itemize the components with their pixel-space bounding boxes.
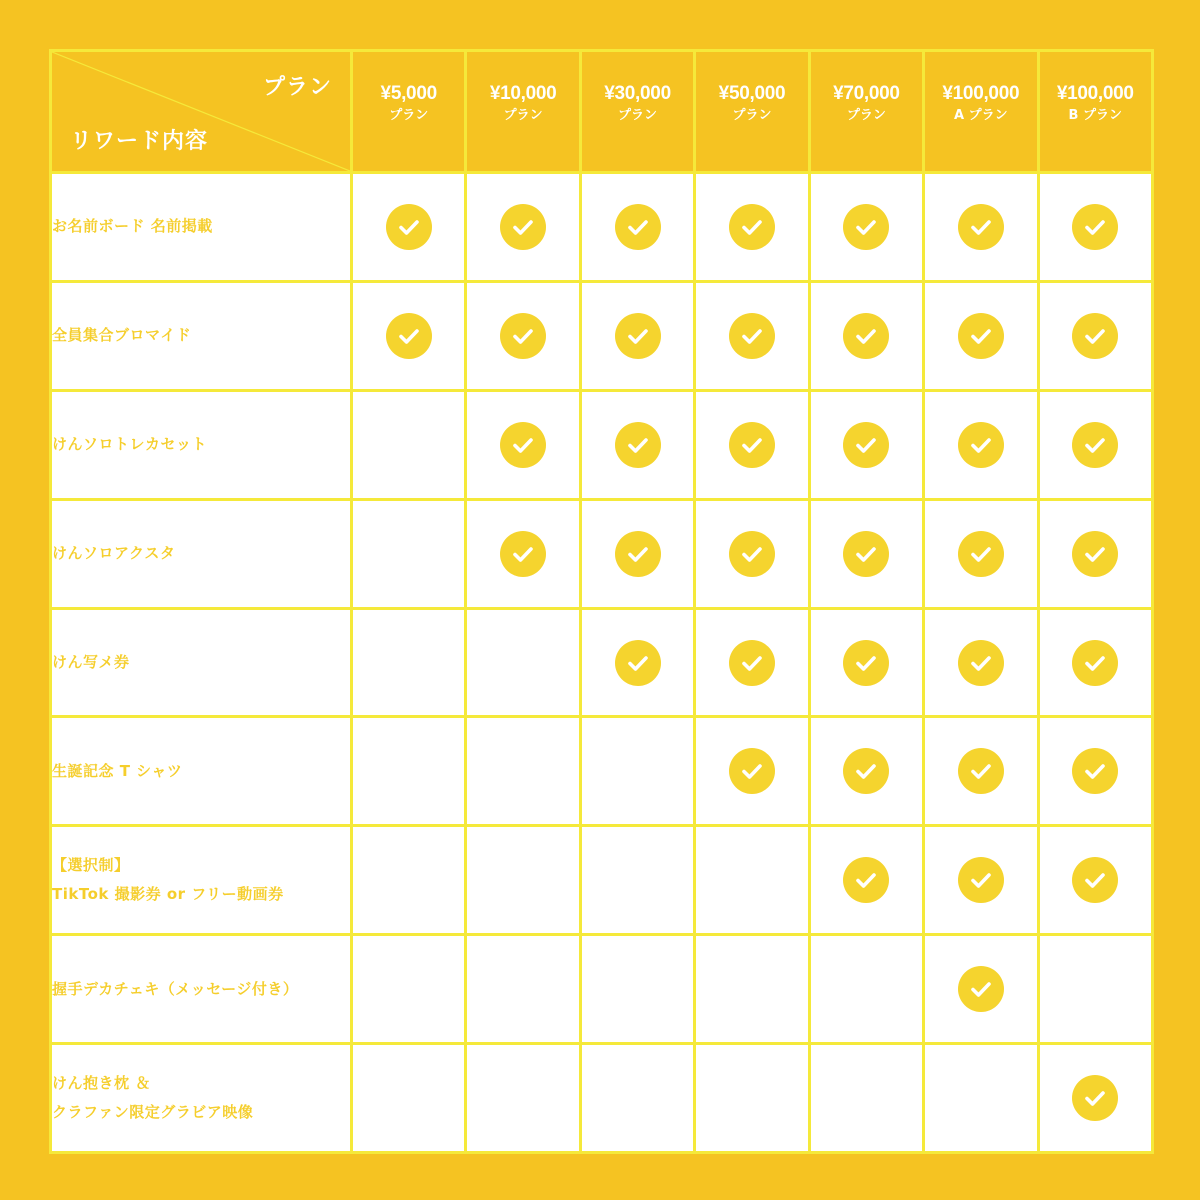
included-cell bbox=[695, 173, 809, 282]
plan-name: プラン bbox=[389, 107, 429, 123]
check-icon bbox=[614, 530, 662, 578]
included-cell bbox=[1038, 390, 1152, 499]
included-cell bbox=[466, 390, 580, 499]
empty-cell bbox=[352, 1044, 466, 1153]
plan-header-cell bbox=[1038, 51, 1152, 173]
check-icon-graphic bbox=[499, 312, 547, 360]
plan-header-cell bbox=[580, 51, 694, 173]
check-icon bbox=[728, 203, 776, 251]
check-icon bbox=[842, 856, 890, 904]
empty-cell bbox=[580, 717, 694, 826]
check-icon bbox=[614, 312, 662, 360]
included-cell bbox=[352, 173, 466, 282]
included-cell bbox=[809, 390, 923, 499]
included-cell bbox=[352, 281, 466, 390]
check-icon-graphic bbox=[728, 421, 776, 469]
included-cell bbox=[1038, 1044, 1152, 1153]
check-icon bbox=[957, 421, 1005, 469]
empty-cell bbox=[352, 717, 466, 826]
check-icon-graphic bbox=[1071, 856, 1119, 904]
included-cell bbox=[1038, 608, 1152, 717]
reward-label-cell bbox=[51, 717, 352, 826]
included-cell bbox=[809, 499, 923, 608]
included-cell bbox=[1038, 499, 1152, 608]
check-icon bbox=[842, 203, 890, 251]
plan-header-cell bbox=[352, 51, 466, 173]
check-icon bbox=[728, 639, 776, 687]
reward-axis-label: リワード内容 bbox=[70, 129, 209, 154]
reward-label-text: 生誕記念 T シャツ bbox=[52, 761, 183, 780]
included-cell bbox=[466, 281, 580, 390]
plan-price: ¥10,000 bbox=[489, 82, 557, 104]
check-icon bbox=[1071, 312, 1119, 360]
corner-header-cell bbox=[51, 51, 352, 173]
included-cell bbox=[1038, 826, 1152, 935]
reward-label-text: 【選択制】 bbox=[52, 856, 130, 875]
check-icon bbox=[385, 312, 433, 360]
empty-cell bbox=[352, 608, 466, 717]
included-cell bbox=[809, 717, 923, 826]
empty-cell bbox=[352, 390, 466, 499]
check-icon-graphic bbox=[957, 421, 1005, 469]
empty-cell bbox=[352, 935, 466, 1044]
check-icon bbox=[728, 530, 776, 578]
table-row bbox=[51, 717, 1153, 826]
check-icon bbox=[614, 421, 662, 469]
included-cell bbox=[924, 717, 1038, 826]
included-cell bbox=[1038, 281, 1152, 390]
check-icon bbox=[614, 639, 662, 687]
reward-label-text: けん抱き枕 ＆ bbox=[52, 1074, 151, 1093]
included-cell bbox=[1038, 173, 1152, 282]
included-cell bbox=[809, 173, 923, 282]
empty-cell bbox=[580, 826, 694, 935]
empty-cell bbox=[352, 499, 466, 608]
check-icon bbox=[957, 312, 1005, 360]
included-cell bbox=[924, 608, 1038, 717]
plan-name: A プラン bbox=[954, 107, 1008, 123]
check-icon-graphic bbox=[842, 312, 890, 360]
check-icon-graphic bbox=[385, 312, 433, 360]
plan-header-cell bbox=[695, 51, 809, 173]
reward-label-cell bbox=[51, 499, 352, 608]
reward-label-text: TikTok 撮影券 or フリー動画券 bbox=[52, 885, 284, 904]
check-icon bbox=[1071, 747, 1119, 795]
included-cell bbox=[924, 281, 1038, 390]
check-icon-graphic bbox=[728, 312, 776, 360]
check-icon-graphic bbox=[614, 203, 662, 251]
included-cell bbox=[695, 281, 809, 390]
check-icon-graphic bbox=[842, 421, 890, 469]
plan-price: ¥100,000 bbox=[1056, 82, 1134, 104]
table-row bbox=[51, 499, 1153, 608]
reward-label-text: 握手デカチェキ（メッセージ付き） bbox=[52, 979, 299, 998]
included-cell bbox=[580, 281, 694, 390]
check-icon-graphic bbox=[1071, 639, 1119, 687]
reward-label-text: けんソロトレカセット bbox=[52, 435, 208, 454]
check-icon-graphic bbox=[614, 421, 662, 469]
table-row bbox=[51, 826, 1153, 935]
check-icon-graphic bbox=[728, 747, 776, 795]
check-icon bbox=[1071, 530, 1119, 578]
reward-label-cell bbox=[51, 608, 352, 717]
check-icon-graphic bbox=[614, 530, 662, 578]
check-icon bbox=[957, 747, 1005, 795]
check-icon bbox=[385, 203, 433, 251]
included-cell bbox=[695, 499, 809, 608]
plan-header-cell bbox=[924, 51, 1038, 173]
check-icon bbox=[1071, 203, 1119, 251]
included-cell bbox=[695, 717, 809, 826]
reward-label-text: けん写メ券 bbox=[52, 653, 130, 671]
check-icon bbox=[842, 312, 890, 360]
included-cell bbox=[809, 826, 923, 935]
reward-label-cell bbox=[51, 173, 352, 282]
empty-cell bbox=[466, 717, 580, 826]
plan-price: ¥70,000 bbox=[833, 82, 900, 104]
included-cell bbox=[809, 281, 923, 390]
check-icon-graphic bbox=[614, 312, 662, 360]
empty-cell bbox=[695, 935, 809, 1044]
plan-price: ¥50,000 bbox=[718, 82, 786, 104]
check-icon-graphic bbox=[957, 856, 1005, 904]
empty-cell bbox=[466, 826, 580, 935]
check-icon-graphic bbox=[957, 530, 1005, 578]
plan-price: ¥100,000 bbox=[942, 82, 1020, 104]
included-cell bbox=[924, 935, 1038, 1044]
table-row bbox=[51, 935, 1153, 1044]
table-row bbox=[51, 173, 1153, 282]
empty-cell bbox=[580, 1044, 694, 1153]
table-row bbox=[51, 608, 1153, 717]
check-icon bbox=[957, 639, 1005, 687]
included-cell bbox=[924, 390, 1038, 499]
check-icon-graphic bbox=[842, 639, 890, 687]
check-icon-graphic bbox=[499, 203, 547, 251]
check-icon-graphic bbox=[842, 203, 890, 251]
plan-name: プラン bbox=[732, 107, 772, 123]
check-icon-graphic bbox=[728, 203, 776, 251]
reward-label-text: けんソロアクスタ bbox=[52, 544, 176, 563]
check-icon bbox=[842, 639, 890, 687]
empty-cell bbox=[924, 1044, 1038, 1153]
check-icon-graphic bbox=[842, 530, 890, 578]
empty-cell bbox=[1038, 935, 1152, 1044]
empty-cell bbox=[466, 935, 580, 1044]
check-icon-graphic bbox=[842, 747, 890, 795]
table-header-row bbox=[51, 51, 1153, 173]
plan-price: ¥5,000 bbox=[380, 82, 437, 104]
check-icon bbox=[499, 530, 547, 578]
check-icon bbox=[728, 747, 776, 795]
check-icon-graphic bbox=[499, 421, 547, 469]
plan-header-cell bbox=[809, 51, 923, 173]
reward-label-cell bbox=[51, 281, 352, 390]
reward-label-cell bbox=[51, 390, 352, 499]
check-icon bbox=[1071, 639, 1119, 687]
check-icon-graphic bbox=[1071, 1074, 1119, 1122]
table-row bbox=[51, 1044, 1153, 1153]
check-icon bbox=[614, 203, 662, 251]
empty-cell bbox=[352, 826, 466, 935]
check-icon bbox=[1071, 1074, 1119, 1122]
reward-label-cell bbox=[51, 1044, 352, 1153]
plan-price: ¥30,000 bbox=[604, 82, 671, 104]
check-icon-graphic bbox=[1071, 530, 1119, 578]
plan-name: プラン bbox=[503, 107, 543, 123]
check-icon-graphic bbox=[614, 639, 662, 687]
empty-cell bbox=[809, 1044, 923, 1153]
check-icon-graphic bbox=[1071, 203, 1119, 251]
check-icon-graphic bbox=[385, 203, 433, 251]
check-icon bbox=[957, 203, 1005, 251]
included-cell bbox=[580, 499, 694, 608]
included-cell bbox=[809, 608, 923, 717]
included-cell bbox=[580, 390, 694, 499]
check-icon-graphic bbox=[728, 639, 776, 687]
table-row bbox=[51, 390, 1153, 499]
check-icon-graphic bbox=[957, 203, 1005, 251]
empty-cell bbox=[695, 826, 809, 935]
check-icon-graphic bbox=[957, 965, 1005, 1013]
check-icon bbox=[499, 203, 547, 251]
check-icon-graphic bbox=[1071, 421, 1119, 469]
reward-label-cell bbox=[51, 826, 352, 935]
check-icon bbox=[728, 421, 776, 469]
check-icon-graphic bbox=[1071, 312, 1119, 360]
check-icon bbox=[499, 312, 547, 360]
plan-header-cell bbox=[466, 51, 580, 173]
check-icon bbox=[957, 530, 1005, 578]
reward-label-text: お名前ボード 名前掲載 bbox=[52, 217, 213, 236]
check-icon bbox=[728, 312, 776, 360]
check-icon-graphic bbox=[499, 530, 547, 578]
check-icon-graphic bbox=[1071, 747, 1119, 795]
check-icon bbox=[957, 856, 1005, 904]
plan-name: B プラン bbox=[1068, 107, 1122, 123]
table-row bbox=[51, 281, 1153, 390]
check-icon bbox=[1071, 421, 1119, 469]
included-cell bbox=[466, 173, 580, 282]
reward-label-cell bbox=[51, 935, 352, 1044]
included-cell bbox=[924, 826, 1038, 935]
included-cell bbox=[580, 608, 694, 717]
empty-cell bbox=[466, 1044, 580, 1153]
included-cell bbox=[580, 173, 694, 282]
reward-label-text: クラファン限定グラビア映像 bbox=[52, 1103, 254, 1122]
empty-cell bbox=[466, 608, 580, 717]
reward-plan-table bbox=[49, 49, 1154, 1154]
plan-name: プラン bbox=[618, 107, 658, 123]
included-cell bbox=[695, 390, 809, 499]
check-icon bbox=[842, 421, 890, 469]
included-cell bbox=[924, 173, 1038, 282]
included-cell bbox=[466, 499, 580, 608]
included-cell bbox=[924, 499, 1038, 608]
check-icon-graphic bbox=[728, 530, 776, 578]
empty-cell bbox=[580, 935, 694, 1044]
check-icon bbox=[842, 530, 890, 578]
check-icon bbox=[499, 421, 547, 469]
included-cell bbox=[695, 608, 809, 717]
empty-cell bbox=[809, 935, 923, 1044]
check-icon bbox=[842, 747, 890, 795]
included-cell bbox=[1038, 717, 1152, 826]
table-body bbox=[51, 173, 1153, 1153]
check-icon bbox=[1071, 856, 1119, 904]
check-icon-graphic bbox=[957, 639, 1005, 687]
empty-cell bbox=[695, 1044, 809, 1153]
plan-name: プラン bbox=[846, 107, 886, 123]
check-icon bbox=[957, 965, 1005, 1013]
plan-axis-label: プラン bbox=[262, 75, 332, 100]
reward-label-text: 全員集合ブロマイド bbox=[52, 326, 192, 345]
check-icon-graphic bbox=[957, 312, 1005, 360]
check-icon-graphic bbox=[957, 747, 1005, 795]
check-icon-graphic bbox=[842, 856, 890, 904]
